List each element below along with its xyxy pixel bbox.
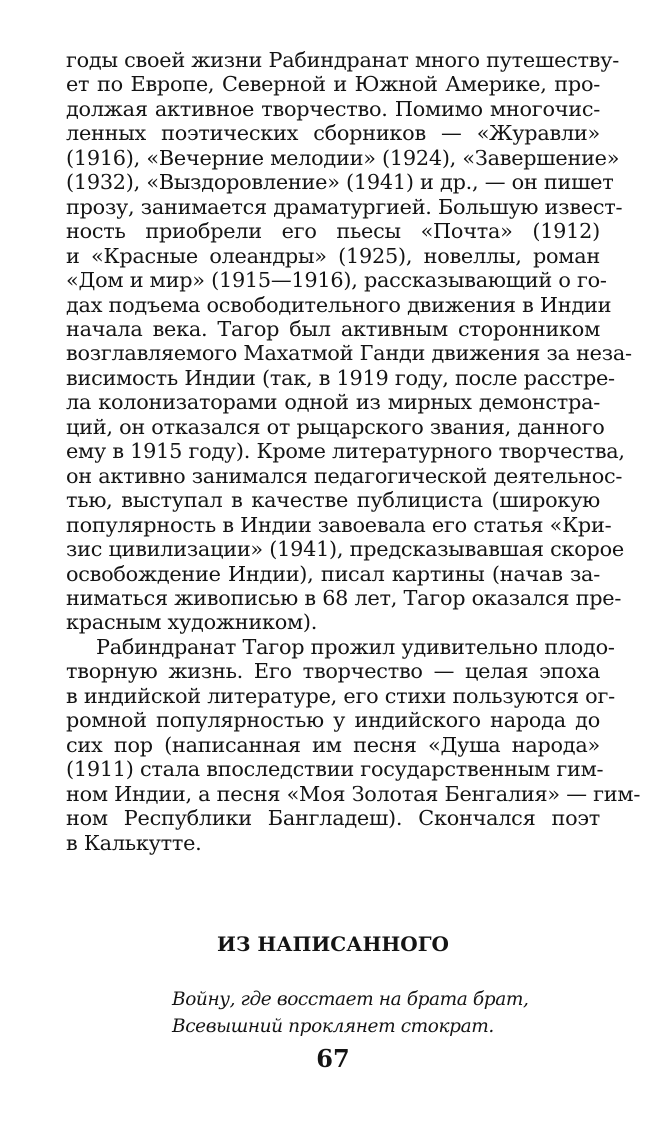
text-line: в индийской литературе, его стихи пользуются ог- <box>66 683 615 708</box>
paragraph-2 <box>66 634 641 855</box>
text-line: сих пор (написанная им песня «Душа народа» <box>66 732 600 757</box>
text-line: в Калькутте. <box>66 830 202 855</box>
text-line: висимость Индии (так, в 1919 году, после расстре- <box>66 365 615 390</box>
text-line: начала века. Тагор был активным сторонником <box>66 316 600 341</box>
text-line: ниматься живописью в 68 лет, Тагор оказался пре- <box>66 585 622 610</box>
text-line: популярность в Индии завоевала его статья «Кри- <box>66 512 612 537</box>
text-line: Рабиндранат Тагор прожил удивительно плодо- <box>96 634 615 659</box>
text-line: зис цивилизации» (1941), предсказывавшая скорое <box>66 537 624 562</box>
text-line: ленных поэтических сборников — «Журавли» <box>66 121 600 146</box>
text-line: и «Красные олеандры» (1925), новеллы, роман <box>66 243 600 268</box>
text-line: ном Республики Бангладеш). Скончался поэт <box>66 806 600 831</box>
text-line: творную жизнь. Его творчество — целая эпоха <box>66 659 600 684</box>
text-line: возглавляемого Махатмой Ганди движения за неза- <box>66 341 632 366</box>
text-line: годы своей жизни Рабиндранат много путешеству- <box>66 48 620 72</box>
epigraph-line: Войну, где восстает на брата брат, <box>172 989 529 1010</box>
text-line: освобождение Индии), писал картины (начав за- <box>66 561 600 586</box>
text-line: ций, он отказался от рыцарского звания, данного <box>66 414 605 439</box>
page-content <box>66 48 641 855</box>
text-line: красным художником). <box>66 610 318 635</box>
text-line: ном Индии, а песня «Моя Золотая Бенгалия» — гим- <box>66 781 641 806</box>
text-line: дах подъема освободительного движения в Индии <box>66 292 612 317</box>
epigraph-line: Всевышний проклянет стократ. <box>172 1016 494 1037</box>
text-line: (1911) стала впоследствии государственным гим- <box>66 757 604 782</box>
text-line: должая активное творчество. Помимо многочис- <box>66 96 600 121</box>
text-line: ромной популярностью у индийского народа до <box>66 708 600 733</box>
page-number: 67 <box>316 1044 350 1073</box>
text-line: ему в 1915 году). Кроме литературного творчества, <box>66 439 625 464</box>
text-line: тью, выступал в качестве публициста (широкую <box>66 488 600 513</box>
text-line: ет по Европе, Северной и Южной Америке, про- <box>66 72 600 97</box>
text-line: ность приобрели его пьесы «Почта» (1912) <box>66 219 600 244</box>
epigraph <box>172 986 529 1040</box>
text-line: (1916), «Вечерние мелодии» (1924), «Завершение» <box>66 145 620 170</box>
body-text <box>66 48 641 855</box>
text-line: ла колонизаторами одной из мирных демонстра- <box>66 390 600 415</box>
text-line: «Дом и мир» (1915—1916), рассказывающий о го- <box>66 268 607 293</box>
text-line: прозу, занимается драматургией. Большую извест- <box>66 194 623 219</box>
section-heading: ИЗ НАПИСАННОГО <box>217 932 449 956</box>
text-line: (1932), «Выздоровление» (1941) и др., — он пишет <box>66 170 614 195</box>
paragraph-1 <box>66 48 632 635</box>
text-line: он активно занимался педагогической деятельнос- <box>66 463 623 488</box>
